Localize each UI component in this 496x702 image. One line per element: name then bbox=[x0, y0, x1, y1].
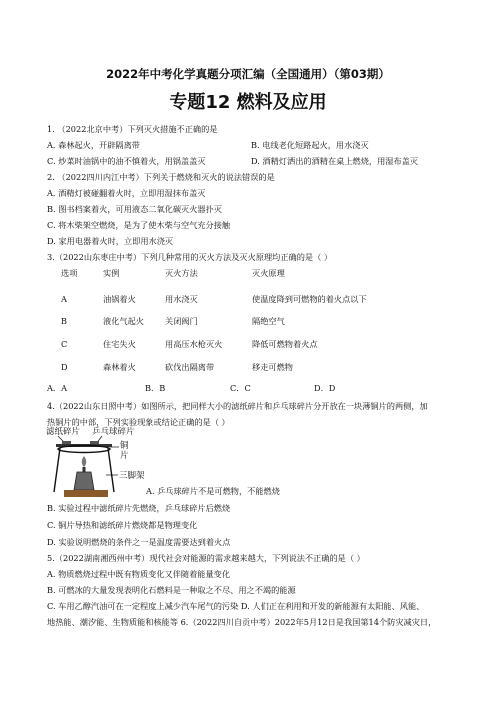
figure-label-filter-paper: 滤纸碎片 bbox=[46, 427, 81, 437]
q3-row-a-principle: 使温度降到可燃物的着火点以下 bbox=[252, 294, 367, 304]
q4-option-a: A. 乒乓球碎片不是可燃物，不能燃烧 bbox=[146, 486, 280, 496]
q3-header-method: 灭火方法 bbox=[165, 268, 198, 278]
q3-row-b-option: B bbox=[61, 316, 68, 326]
q2-option-c: C. 将木柴架空燃烧，是为了使木柴与空气充分接触 bbox=[47, 220, 231, 230]
q4-option-b: B. 实验过程中滤纸碎片先燃烧，乒乓球碎片后燃烧 bbox=[47, 503, 231, 513]
q3-stem: 3.（2022山东枣庄中考）下列几种常用的灭火方法及灭火原理均正确的是（ ） bbox=[47, 252, 333, 262]
q1-option-d: D. 酒精灯洒出的酒精在桌上燃烧，用湿布盖灭 bbox=[251, 156, 419, 166]
q3-answer-a: A．A bbox=[47, 383, 68, 393]
q3-row-a-method: 用水浇灭 bbox=[165, 294, 198, 304]
q3-row-d-example: 森林着火 bbox=[103, 362, 136, 372]
wooden-block bbox=[64, 490, 108, 497]
q3-row-b-example: 液化气起火 bbox=[103, 316, 144, 326]
q3-row-c-option: C bbox=[61, 339, 68, 349]
q4-option-c: C. 铜片导热和滤纸碎片燃烧都是物理变化 bbox=[47, 520, 198, 530]
q5-option-c-d: C. 车用乙醇汽油可在一定程度上减少汽车尾气的污染 D. 人们正在利用和开发的新能源有太阳能、风能、 bbox=[47, 601, 425, 611]
figure-label-copper: 铜 bbox=[120, 441, 129, 451]
q1-option-b: B. 电线老化短路起火，用水浇灭 bbox=[251, 140, 369, 150]
q3-header-principle: 灭火原理 bbox=[252, 268, 285, 278]
alcohol-lamp bbox=[74, 456, 94, 490]
q1-stem: 1. （2022北京中考）下列灭火措施不正确的是 bbox=[47, 124, 218, 134]
q5-option-a: A. 物质燃烧过程中既有物质变化又伴随着能量变化 bbox=[47, 569, 231, 579]
q3-row-b-principle: 隔绝空气 bbox=[252, 316, 285, 326]
q3-header-option: 选项 bbox=[61, 268, 78, 278]
q3-row-d-option: D bbox=[61, 362, 68, 372]
q3-row-a-option: A bbox=[61, 294, 67, 304]
figure-label-sheet: 片 bbox=[120, 451, 129, 461]
figure-label-tripod: 三脚架 bbox=[119, 471, 145, 481]
q5-last-line: 地热能、潮汐能、生物质能和核能等 6.（2022四川自贡中考）2022年5月12日是我国第14个防灾减灾日， bbox=[47, 617, 437, 627]
q3-row-d-method: 砍伐出隔离带 bbox=[165, 362, 215, 372]
q3-row-d-principle: 移走可燃物 bbox=[252, 362, 293, 372]
q3-row-c-principle: 降低可燃物着火点 bbox=[252, 339, 318, 349]
q3-answer-c: C．C bbox=[230, 383, 251, 393]
series-title: 2022年中考化学真题分项汇编（全国通用）（第03期） bbox=[106, 67, 390, 81]
q4-stem-line1: 4.（2022山东日照中考）如图所示，把同样大小的滤纸碎片和乒乓球碎片分开放在一块薄铜片的两侧，加 bbox=[47, 401, 428, 411]
q3-row-b-method: 关闭阀门 bbox=[165, 316, 198, 326]
q2-option-d: D. 家用电器着火时，立即用水浇灭 bbox=[47, 236, 174, 246]
burning-experiment-figure bbox=[44, 420, 148, 508]
q2-option-b: B. 图书档案着火，可用液态二氧化碳灭火器扑灭 bbox=[47, 204, 222, 214]
q2-option-a: A. 酒精灯被碰翻着火时，立即用湿抹布盖灭 bbox=[47, 188, 206, 198]
q1-option-a: A. 森林起火，开辟隔离带 bbox=[47, 140, 140, 150]
q3-answer-d: D．D bbox=[314, 383, 336, 393]
q5-option-b: B. 可燃冰的大量发现表明化石燃料是一种取之不尽、用之不竭的能源 bbox=[47, 585, 296, 595]
q4-option-d: D. 实验说明燃烧的条件之一是温度需要达到着火点 bbox=[47, 537, 231, 547]
q3-row-c-method: 用高压水枪灭火 bbox=[165, 339, 223, 349]
q2-stem: 2. （2022四川内江中考）下列关于燃烧和灭火的说法错误的是 bbox=[47, 172, 275, 182]
q3-row-a-example: 油锅着火 bbox=[103, 294, 136, 304]
q3-answer-b: B．B bbox=[145, 383, 166, 393]
q5-stem: 5.（2022湖南湘西州中考）现代社会对能源的需求越来越大，下列说法不正确的是（ ） bbox=[47, 553, 365, 563]
q3-row-c-example: 住宅失火 bbox=[103, 339, 136, 349]
figure-label-pingpong: 乒乓球碎片 bbox=[92, 427, 135, 437]
q1-option-c: C. 炒菜时油锅中的油不慎着火，用锅盖盖灭 bbox=[47, 156, 206, 166]
q4-stem-line2: 热铜片的中部，下列实验现象或结论正确的是（ ） bbox=[47, 417, 230, 427]
topic-title: 专题12 燃料及应用 bbox=[169, 92, 327, 113]
q3-header-example: 实例 bbox=[103, 268, 120, 278]
